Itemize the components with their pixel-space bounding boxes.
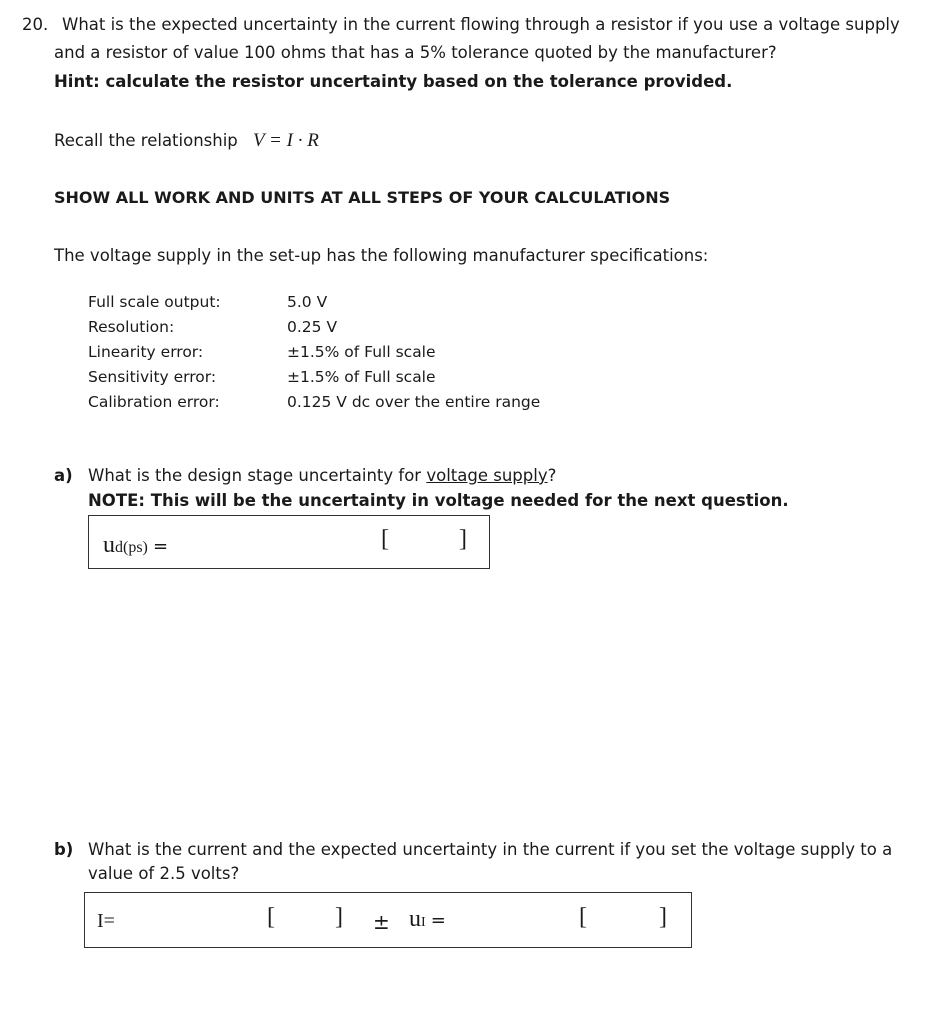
part-b-current-label: I=	[97, 910, 115, 932]
part-b-uncertainty-label	[409, 906, 446, 933]
part-a-voltage-supply-link: voltage supply	[426, 466, 548, 485]
spec-label-calibration: Calibration error:	[88, 393, 220, 411]
spec-value-full-scale: 5.0 V	[287, 293, 328, 311]
part-b-uncertainty-bracket-close[interactable]: ]	[659, 904, 667, 930]
hint-text: Hint: calculate the resistor uncertainty based on the tolerance provided.	[54, 72, 733, 91]
part-b-marker: b)	[54, 840, 74, 859]
part-a-question	[88, 466, 556, 485]
ui-subscript: I	[421, 915, 426, 930]
spec-label-resolution: Resolution:	[88, 318, 175, 336]
part-a-marker: a)	[54, 466, 73, 485]
part-a-text-after: ?	[547, 466, 557, 485]
spec-value-resolution: 0.25 V	[287, 318, 338, 336]
ud-equals: =	[152, 536, 169, 557]
question-number: 20.	[22, 15, 49, 34]
spec-label-sensitivity: Sensitivity error:	[88, 368, 217, 386]
part-a-units-bracket-close[interactable]: ]	[459, 526, 467, 552]
ui-equals: =	[430, 910, 446, 931]
recall-formula: V = I · R	[253, 130, 319, 151]
question-line-1: What is the expected uncertainty in the current flowing through a resistor if you use a voltage supply	[62, 15, 900, 34]
spec-label-linearity: Linearity error:	[88, 343, 204, 361]
recall-line	[54, 130, 319, 152]
specs-intro: The voltage supply in the set-up has the following manufacturer specifications:	[54, 246, 709, 265]
spec-value-sensitivity: ±1.5% of Full scale	[287, 368, 436, 386]
part-a-answer-box[interactable]	[88, 515, 490, 569]
ud-subscript: d(ps)	[115, 539, 148, 556]
part-a-units-bracket-open[interactable]: [	[381, 526, 389, 552]
ud-symbol: u	[103, 532, 115, 558]
question-line-2: and a resistor of value 100 ohms that has a 5% tolerance quoted by the manufacturer?	[54, 43, 777, 62]
spec-label-full-scale: Full scale output:	[88, 293, 221, 311]
part-b-question-line-1: What is the current and the expected uncertainty in the current if you set the voltage supply to a	[88, 840, 893, 859]
spec-value-linearity: ±1.5% of Full scale	[287, 343, 436, 361]
recall-text: Recall the relationship	[54, 131, 238, 150]
part-b-answer-box[interactable]	[84, 892, 692, 948]
plus-minus-sign: ±	[373, 910, 390, 934]
part-b-current-bracket-open[interactable]: [	[267, 904, 275, 930]
part-a-note: NOTE: This will be the uncertainty in voltage needed for the next question.	[88, 491, 789, 510]
ui-symbol: u	[409, 906, 421, 932]
spec-value-calibration: 0.125 V dc over the entire range	[287, 393, 541, 411]
part-a-text-before: What is the design stage uncertainty for	[88, 466, 427, 485]
part-b-uncertainty-bracket-open[interactable]: [	[579, 904, 587, 930]
instruction-heading: SHOW ALL WORK AND UNITS AT ALL STEPS OF YOUR CALCULATIONS	[54, 188, 671, 207]
part-b-current-bracket-close[interactable]: ]	[335, 904, 343, 930]
part-a-answer-label	[103, 532, 168, 559]
part-b-question-line-2: value of 2.5 volts?	[88, 864, 240, 883]
